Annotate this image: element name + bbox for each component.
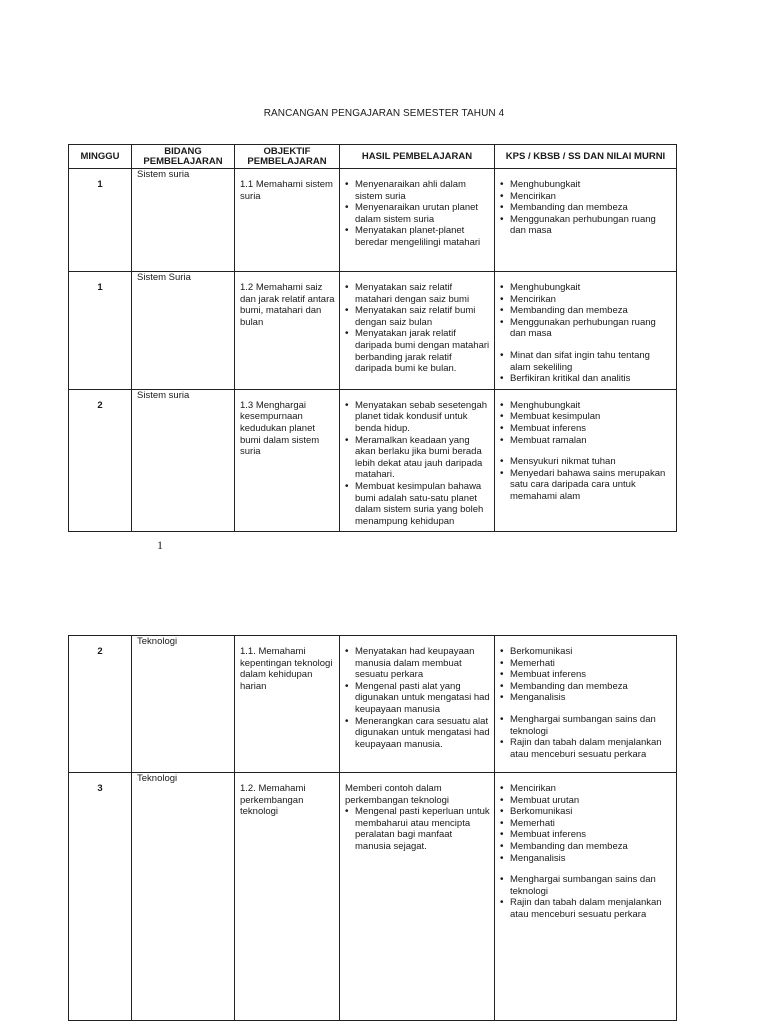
values-list [497,874,672,920]
learning-area-cell: Sistem Suria [132,272,235,390]
skills-list [497,179,672,237]
values-list [497,714,672,760]
skill-item: • Mencirikan [497,783,672,795]
skill-item: • Mencirikan [497,294,672,306]
skills-list [497,400,672,446]
outcome-item: • Menyenaraikan urutan planet dalam sistem suria [342,202,490,225]
week-cell: 3 [69,773,132,1021]
learning-outcomes-cell [340,272,495,390]
value-item: • Rajin dan tabah dalam menjalankan atau menceburi sesuatu perkara [497,897,672,920]
value-item: • Menyedari bahawa sains merupakan satu cara daripada cara untuk memahami alam [497,468,672,503]
skill-item: • Menggunakan perhubungan ruang dan masa [497,317,672,340]
week-cell: 1 [69,272,132,390]
skills-values-cell [495,389,677,532]
skill-item: • Membanding dan membeza [497,202,672,214]
skill-item: • Membuat ramalan [497,435,672,447]
learning-area-cell: Teknologi [132,636,235,773]
skill-item: • Memerhati [497,658,672,670]
lesson-plan-table [68,144,677,532]
skill-item: • Membuat kesimpulan [497,411,672,423]
outcome-item: • Menyatakan saiz relatif bumi dengan saiz bulan [342,305,490,328]
skill-item: • Menganalisis [497,692,672,704]
outcomes-list [342,282,490,375]
header-hasil-pembelajaran: HASIL PEMBELAJARAN [340,145,495,169]
skill-item: • Membanding dan membeza [497,841,672,853]
learning-outcomes-cell [340,169,495,272]
outcome-item: • Menyatakan had keupayaan manusia dalam membuat sesuatu perkara [342,646,490,681]
skill-item: • Menghubungkait [497,282,672,294]
learning-outcomes-cell [340,636,495,773]
value-item: • Berfikiran kritikal dan analitis [497,373,672,385]
learning-outcomes-cell [340,389,495,532]
table-row [69,636,677,773]
outcomes-list [342,179,490,249]
skills-list [497,783,672,864]
learning-area-cell: Sistem suria [132,389,235,532]
header-kps-kbsb: KPS / KBSB / SS DAN NILAI MURNI [495,145,677,169]
header-bidang-pembelajaran: BIDANG PEMBELAJARAN [132,145,235,169]
week-cell: 2 [69,389,132,532]
skill-item: • Membuat urutan [497,795,672,807]
skills-list [497,282,672,340]
skill-item: • Membuat inferens [497,669,672,681]
skill-item: • Berkomunikasi [497,646,672,658]
learning-objective-cell: 1.2 Memahami saiz dan jarak relatif antara bumi, matahari dan bulan [235,272,340,390]
lesson-plan-table-continued [68,635,677,1021]
header-objektif-pembelajaran: OBJEKTIF PEMBELAJARAN [235,145,340,169]
outcome-item: • Menyatakan sebab sesetengah planet tidak kondusif untuk benda hidup. [342,400,490,435]
week-cell: 1 [69,169,132,272]
table-row [69,169,677,272]
skills-values-cell [495,169,677,272]
outcome-item: • Menyenaraikan ahli dalam sistem suria [342,179,490,202]
skill-item: • Mencirikan [497,191,672,203]
learning-objective-cell: 1.1 Memahami sistem suria [235,169,340,272]
outcome-item: • Menyatakan planet-planet beredar mengelilingi matahari [342,225,490,248]
outcome-item: • Membuat kesimpulan bahawa bumi adalah satu-satu planet dalam sistem suria yang boleh menampung kehidupan [342,481,490,527]
learning-objective-cell: 1.1. Memahami kepentingan teknologi dalam kehidupan harian [235,636,340,773]
learning-outcomes-cell [340,773,495,1021]
outcome-item: • Mengenal pasti alat yang digunakan untuk mengatasi had keupayaan manusia [342,681,490,716]
value-item: • Menghargai sumbangan sains dan teknologi [497,714,672,737]
skill-item: • Membanding dan membeza [497,681,672,693]
outcomes-intro: Memberi contoh dalam perkembangan teknologi [345,783,450,806]
document-title: RANCANGAN PENGAJARAN SEMESTER TAHUN 4 [263,108,505,119]
skill-item: • Memerhati [497,818,672,830]
skill-item: • Menghubungkait [497,400,672,412]
outcomes-list [342,646,490,750]
skills-list [497,646,672,704]
skill-item: • Menghubungkait [497,179,672,191]
learning-objective-cell: 1.2. Memahami perkembangan teknologi [235,773,340,1021]
table-header-row [69,145,677,169]
skill-item: • Membuat inferens [497,423,672,435]
table-row [69,389,677,532]
week-cell: 2 [69,636,132,773]
outcome-item: • Menyatakan jarak relatif daripada bumi dengan matahari berbanding jarak relatif daripada bumi ke bulan. [342,328,490,374]
outcome-item: • Menerangkan cara sesuatu alat digunakan untuk mengatasi had keupayaan manusia. [342,716,490,751]
page-number: 1 [157,538,163,552]
outcomes-list [342,400,490,528]
outcome-item: • Mengenal pasti keperluan untuk membaharui atau mencipta peralatan bagi manfaat manusia sejagat. [342,806,490,852]
skill-item: • Membanding dan membeza [497,305,672,317]
values-list [497,456,672,502]
learning-area-cell: Sistem suria [132,169,235,272]
value-item: • Rajin dan tabah dalam menjalankan atau menceburi sesuatu perkara [497,737,672,760]
skills-values-cell [495,272,677,390]
value-item: • Mensyukuri nikmat tuhan [497,456,672,468]
skill-item: • Membuat inferens [497,829,672,841]
values-list [497,350,672,385]
table-row [69,272,677,390]
skills-values-cell [495,773,677,1021]
value-item: • Menghargai sumbangan sains dan teknologi [497,874,672,897]
outcomes-list [342,806,490,852]
learning-area-cell: Teknologi [132,773,235,1021]
skill-item: • Menganalisis [497,853,672,865]
learning-objective-cell: 1.3 Menghargai kesempurnaan kedudukan planet bumi dalam sistem suria [235,389,340,532]
skill-item: • Berkomunikasi [497,806,672,818]
outcome-item: • Meramalkan keadaan yang akan berlaku jika bumi berada lebih dekat atau jauh daripada matahari. [342,435,490,481]
skills-values-cell [495,636,677,773]
skill-item: • Menggunakan perhubungan ruang dan masa [497,214,672,237]
table-row [69,773,677,1021]
header-minggu: MINGGU [69,145,132,169]
outcome-item: • Menyatakan saiz relatif matahari dengan saiz bumi [342,282,490,305]
value-item: • Minat dan sifat ingin tahu tentang alam sekeliling [497,350,672,373]
